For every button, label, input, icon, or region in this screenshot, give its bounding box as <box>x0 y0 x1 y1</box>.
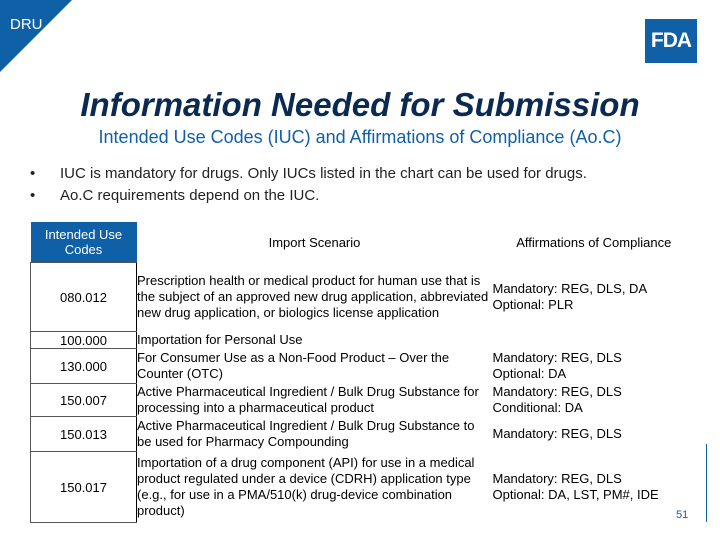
bullet-text: Ao.C requirements depend on the IUC. <box>60 187 320 204</box>
table-row <box>31 332 696 349</box>
scenario-cell: Active Pharmaceutical Ingredient / Bulk Drug Substance for processing into a pharmaceutical product <box>137 384 493 417</box>
code-cell: 150.017 <box>31 452 137 523</box>
table-row <box>31 417 696 452</box>
fda-logo <box>645 19 697 63</box>
scenario-cell: Active Pharmaceutical Ingredient / Bulk Drug Substance to be used for Pharmacy Compounding <box>137 417 493 452</box>
code-cell: 150.007 <box>31 384 137 417</box>
code-cell: 150.013 <box>31 417 137 452</box>
bullet-text: IUC is mandatory for drugs. Only IUCs listed in the chart can be used for drugs. <box>60 165 587 182</box>
aoc-cell: Mandatory: REG, DLS Optional: DA, LST, PM#, IDE <box>492 471 659 502</box>
scenario-cell: Importation of a drug component (API) for use in a medical product regulated under a device (CDRH) application type (e.g., for use in a PMA/510(k) drug-device combination product) <box>137 452 493 523</box>
fda-logo-text: FDA <box>650 29 692 52</box>
code-cell: 080.012 <box>31 263 137 332</box>
header-affirmations: Affirmations of Compliance <box>516 234 672 250</box>
code-cell: 100.000 <box>31 332 137 349</box>
aoc-cell: Mandatory: REG, DLS <box>492 426 622 441</box>
bullet-list <box>30 163 587 207</box>
bullet-item <box>30 185 587 207</box>
corner-banner-text: DRU <box>10 16 43 33</box>
table-row <box>31 349 696 384</box>
page-subtitle: Intended Use Codes (IUC) and Affirmations of Compliance (Ao.C) <box>98 127 622 147</box>
aoc-cell <box>493 332 696 349</box>
page-number: 51 <box>676 509 689 521</box>
table-row <box>31 384 696 417</box>
table-row <box>31 263 696 332</box>
aoc-cell: Mandatory: REG, DLS Conditional: DA <box>492 384 622 415</box>
table-row <box>31 452 696 523</box>
table-header-row <box>31 222 696 263</box>
header-intended-use-codes: Intended Use Codes <box>31 222 137 263</box>
aoc-cell: Mandatory: REG, DLS Optional: DA <box>492 350 622 381</box>
footer-divider <box>706 444 707 522</box>
bullet-item <box>30 163 587 185</box>
scenario-cell: Prescription health or medical product for human use that is the subject of an approved new drug application, abbreviated new drug application, or biologics license application <box>137 263 493 332</box>
page-title: Information Needed for Submission <box>80 86 640 123</box>
iuc-table <box>30 222 696 523</box>
bullet-dot-icon: • <box>30 187 36 204</box>
aoc-cell: Mandatory: REG, DLS, DA Optional: PLR <box>492 281 648 312</box>
corner-banner <box>0 0 72 72</box>
scenario-cell: Importation for Personal Use <box>137 332 493 349</box>
code-cell: 130.000 <box>31 349 137 384</box>
header-import-scenario: Import Scenario <box>268 234 361 250</box>
scenario-cell: For Consumer Use as a Non-Food Product – Over the Counter (OTC) <box>137 349 493 384</box>
bullet-dot-icon: • <box>30 165 36 182</box>
